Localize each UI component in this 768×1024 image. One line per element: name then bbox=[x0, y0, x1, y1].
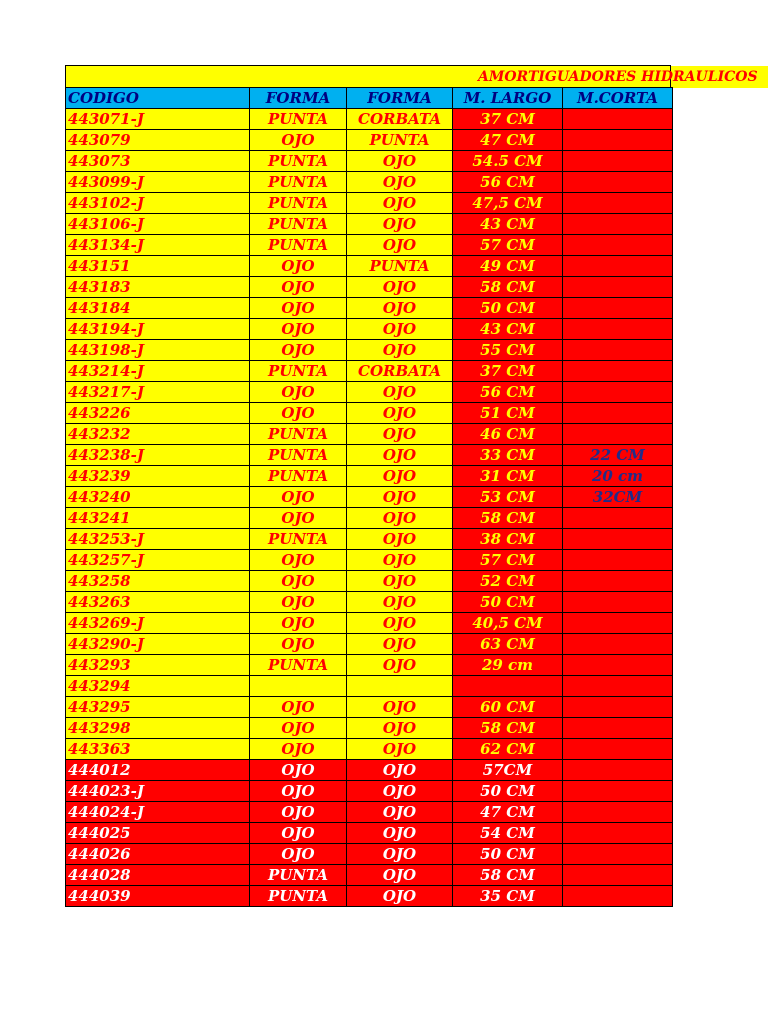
cell-codigo[interactable]: 443194-J bbox=[66, 319, 250, 340]
cell-forma-2[interactable]: OJO bbox=[347, 886, 453, 907]
cell-m-largo[interactable]: 47,5 CM bbox=[453, 193, 563, 214]
header-codigo[interactable]: CODIGO bbox=[66, 88, 250, 109]
table-row bbox=[66, 403, 673, 424]
cell-m-largo[interactable]: 55 CM bbox=[453, 340, 563, 361]
table-row bbox=[66, 613, 673, 634]
cell-codigo[interactable]: 443295 bbox=[66, 697, 250, 718]
cell-forma-1[interactable]: PUNTA bbox=[250, 193, 347, 214]
table-row bbox=[66, 676, 673, 697]
cell-forma-1[interactable]: OJO bbox=[250, 130, 347, 151]
cell-codigo[interactable]: 443183 bbox=[66, 277, 250, 298]
cell-codigo[interactable]: 443290-J bbox=[66, 634, 250, 655]
table-row bbox=[66, 550, 673, 571]
cell-codigo[interactable]: 443102-J bbox=[66, 193, 250, 214]
cell-m-corta[interactable] bbox=[563, 529, 673, 550]
cell-forma-2[interactable]: OJO bbox=[347, 403, 453, 424]
table-row bbox=[66, 739, 673, 760]
cell-forma-1[interactable]: PUNTA bbox=[250, 151, 347, 172]
table-row bbox=[66, 256, 673, 277]
cell-m-corta[interactable] bbox=[563, 151, 673, 172]
cell-m-largo[interactable]: 46 CM bbox=[453, 424, 563, 445]
table-row bbox=[66, 823, 673, 844]
table-row bbox=[66, 466, 673, 487]
cell-codigo[interactable]: 444023-J bbox=[66, 781, 250, 802]
cell-m-largo[interactable]: 54.5 CM bbox=[453, 151, 563, 172]
cell-m-corta[interactable] bbox=[563, 823, 673, 844]
cell-forma-1[interactable]: OJO bbox=[250, 340, 347, 361]
cell-forma-1[interactable]: PUNTA bbox=[250, 886, 347, 907]
cell-m-corta[interactable] bbox=[563, 109, 673, 130]
cell-m-largo[interactable]: 38 CM bbox=[453, 529, 563, 550]
table-row bbox=[66, 781, 673, 802]
cell-forma-2[interactable]: OJO bbox=[347, 613, 453, 634]
cell-forma-1[interactable]: OJO bbox=[250, 697, 347, 718]
table-row bbox=[66, 445, 673, 466]
cell-m-corta[interactable]: 20 cm bbox=[563, 466, 673, 487]
cell-m-corta[interactable] bbox=[563, 865, 673, 886]
table-row bbox=[66, 298, 673, 319]
cell-m-corta[interactable] bbox=[563, 130, 673, 151]
cell-forma-1[interactable]: OJO bbox=[250, 487, 347, 508]
cell-forma-2[interactable]: OJO bbox=[347, 151, 453, 172]
cell-forma-2[interactable]: OJO bbox=[347, 193, 453, 214]
cell-m-corta[interactable] bbox=[563, 844, 673, 865]
cell-m-corta[interactable] bbox=[563, 739, 673, 760]
table-row bbox=[66, 802, 673, 823]
table-row bbox=[66, 172, 673, 193]
cell-forma-1[interactable]: OJO bbox=[250, 403, 347, 424]
cell-m-largo[interactable]: 54 CM bbox=[453, 823, 563, 844]
cell-codigo[interactable]: 443257-J bbox=[66, 550, 250, 571]
cell-codigo[interactable]: 443263 bbox=[66, 592, 250, 613]
table-row bbox=[66, 697, 673, 718]
cell-m-corta[interactable] bbox=[563, 193, 673, 214]
cell-m-largo[interactable]: 35 CM bbox=[453, 886, 563, 907]
cell-codigo[interactable]: 443293 bbox=[66, 655, 250, 676]
cell-forma-1[interactable]: OJO bbox=[250, 508, 347, 529]
table-row bbox=[66, 340, 673, 361]
table-row bbox=[66, 130, 673, 151]
cell-forma-1[interactable]: OJO bbox=[250, 634, 347, 655]
cell-codigo[interactable]: 443099-J bbox=[66, 172, 250, 193]
cell-forma-1[interactable]: OJO bbox=[250, 760, 347, 781]
cell-forma-1[interactable]: OJO bbox=[250, 382, 347, 403]
table-row bbox=[66, 109, 673, 130]
cell-m-largo[interactable]: 50 CM bbox=[453, 781, 563, 802]
cell-forma-2[interactable]: OJO bbox=[347, 445, 453, 466]
table-row bbox=[66, 718, 673, 739]
cell-forma-2[interactable]: OJO bbox=[347, 172, 453, 193]
cell-codigo[interactable]: 443198-J bbox=[66, 340, 250, 361]
cell-m-largo[interactable]: 47 CM bbox=[453, 802, 563, 823]
table-row bbox=[66, 529, 673, 550]
cell-m-corta[interactable] bbox=[563, 214, 673, 235]
cell-forma-2[interactable]: OJO bbox=[347, 865, 453, 886]
cell-m-corta[interactable] bbox=[563, 298, 673, 319]
table-row bbox=[66, 424, 673, 445]
cell-forma-2[interactable] bbox=[347, 676, 453, 697]
cell-codigo[interactable]: 444028 bbox=[66, 865, 250, 886]
cell-m-corta[interactable] bbox=[563, 760, 673, 781]
cell-forma-2[interactable]: OJO bbox=[347, 697, 453, 718]
cell-m-largo[interactable]: 58 CM bbox=[453, 277, 563, 298]
cell-codigo[interactable]: 443298 bbox=[66, 718, 250, 739]
cell-forma-1[interactable]: PUNTA bbox=[250, 424, 347, 445]
cell-forma-2[interactable]: OJO bbox=[347, 592, 453, 613]
cell-forma-1[interactable]: PUNTA bbox=[250, 529, 347, 550]
table-row bbox=[66, 844, 673, 865]
cell-m-largo[interactable]: 63 CM bbox=[453, 634, 563, 655]
table-row bbox=[66, 382, 673, 403]
cell-codigo[interactable]: 443363 bbox=[66, 739, 250, 760]
cell-codigo[interactable]: 443071-J bbox=[66, 109, 250, 130]
cell-codigo[interactable]: 443258 bbox=[66, 571, 250, 592]
cell-forma-2[interactable]: OJO bbox=[347, 508, 453, 529]
header-forma-2[interactable]: FORMA bbox=[347, 88, 453, 109]
cell-forma-2[interactable]: OJO bbox=[347, 550, 453, 571]
table-body bbox=[66, 109, 673, 907]
table-row bbox=[66, 235, 673, 256]
cell-m-corta[interactable] bbox=[563, 886, 673, 907]
cell-m-largo[interactable]: 29 cm bbox=[453, 655, 563, 676]
cell-m-largo[interactable]: 47 CM bbox=[453, 130, 563, 151]
table-row bbox=[66, 592, 673, 613]
cell-m-corta[interactable] bbox=[563, 655, 673, 676]
cell-forma-1[interactable]: OJO bbox=[250, 802, 347, 823]
cell-forma-2[interactable]: OJO bbox=[347, 760, 453, 781]
cell-codigo[interactable]: 443134-J bbox=[66, 235, 250, 256]
cell-m-largo[interactable]: 53 CM bbox=[453, 487, 563, 508]
cell-m-corta[interactable]: 22 CM bbox=[563, 445, 673, 466]
cell-forma-1[interactable]: OJO bbox=[250, 823, 347, 844]
cell-forma-1[interactable]: OJO bbox=[250, 298, 347, 319]
cell-forma-1[interactable]: PUNTA bbox=[250, 361, 347, 382]
cell-codigo[interactable]: 443151 bbox=[66, 256, 250, 277]
cell-m-largo[interactable]: 33 CM bbox=[453, 445, 563, 466]
cell-forma-2[interactable]: PUNTA bbox=[347, 130, 453, 151]
cell-m-corta[interactable] bbox=[563, 403, 673, 424]
cell-m-corta[interactable] bbox=[563, 256, 673, 277]
cell-m-largo[interactable]: 37 CM bbox=[453, 109, 563, 130]
cell-forma-2[interactable]: OJO bbox=[347, 844, 453, 865]
cell-codigo[interactable]: 444039 bbox=[66, 886, 250, 907]
table-row bbox=[66, 319, 673, 340]
cell-m-largo[interactable]: 49 CM bbox=[453, 256, 563, 277]
cell-m-largo[interactable]: 50 CM bbox=[453, 592, 563, 613]
cell-m-largo[interactable]: 51 CM bbox=[453, 403, 563, 424]
header-row bbox=[66, 88, 673, 109]
header-m-corta[interactable]: M.CORTA bbox=[563, 88, 673, 109]
cell-codigo[interactable]: 443073 bbox=[66, 151, 250, 172]
cell-forma-2[interactable]: OJO bbox=[347, 340, 453, 361]
cell-m-largo[interactable]: 43 CM bbox=[453, 214, 563, 235]
cell-codigo[interactable]: 443240 bbox=[66, 487, 250, 508]
cell-forma-2[interactable]: OJO bbox=[347, 634, 453, 655]
cell-m-largo[interactable] bbox=[453, 676, 563, 697]
cell-m-largo[interactable]: 43 CM bbox=[453, 319, 563, 340]
sheet-title: AMORTIGUADORES HIDRAULICOS bbox=[478, 69, 758, 85]
cell-m-corta[interactable] bbox=[563, 340, 673, 361]
cell-forma-2[interactable]: OJO bbox=[347, 277, 453, 298]
cell-forma-1[interactable]: OJO bbox=[250, 844, 347, 865]
cell-forma-2[interactable]: OJO bbox=[347, 529, 453, 550]
cell-forma-1[interactable]: PUNTA bbox=[250, 865, 347, 886]
cell-codigo[interactable]: 443106-J bbox=[66, 214, 250, 235]
cell-m-corta[interactable] bbox=[563, 277, 673, 298]
cell-m-corta[interactable]: 32CM bbox=[563, 487, 673, 508]
table-row bbox=[66, 886, 673, 907]
cell-m-corta[interactable] bbox=[563, 235, 673, 256]
cell-forma-1[interactable]: PUNTA bbox=[250, 235, 347, 256]
cell-codigo[interactable]: 443214-J bbox=[66, 361, 250, 382]
cell-forma-2[interactable]: PUNTA bbox=[347, 256, 453, 277]
cell-m-largo[interactable]: 62 CM bbox=[453, 739, 563, 760]
cell-m-corta[interactable] bbox=[563, 781, 673, 802]
table-row bbox=[66, 193, 673, 214]
cell-forma-2[interactable]: OJO bbox=[347, 319, 453, 340]
table-row bbox=[66, 508, 673, 529]
cell-forma-2[interactable]: OJO bbox=[347, 823, 453, 844]
cell-forma-1[interactable]: PUNTA bbox=[250, 214, 347, 235]
cell-forma-1[interactable]: OJO bbox=[250, 613, 347, 634]
cell-m-corta[interactable] bbox=[563, 382, 673, 403]
cell-m-largo[interactable]: 50 CM bbox=[453, 844, 563, 865]
cell-codigo[interactable]: 443241 bbox=[66, 508, 250, 529]
cell-codigo[interactable]: 443226 bbox=[66, 403, 250, 424]
cell-forma-1[interactable]: OJO bbox=[250, 256, 347, 277]
cell-codigo[interactable]: 443239 bbox=[66, 466, 250, 487]
cell-forma-2[interactable]: OJO bbox=[347, 781, 453, 802]
cell-m-corta[interactable] bbox=[563, 424, 673, 445]
cell-m-largo[interactable]: 57 CM bbox=[453, 550, 563, 571]
table-row bbox=[66, 277, 673, 298]
cell-forma-2[interactable]: OJO bbox=[347, 487, 453, 508]
cell-codigo[interactable]: 444024-J bbox=[66, 802, 250, 823]
cell-m-largo[interactable]: 37 CM bbox=[453, 361, 563, 382]
table-row bbox=[66, 487, 673, 508]
cell-m-largo[interactable]: 57CM bbox=[453, 760, 563, 781]
table-row bbox=[66, 571, 673, 592]
cell-forma-2[interactable]: OJO bbox=[347, 466, 453, 487]
cell-m-corta[interactable] bbox=[563, 592, 673, 613]
cell-m-corta[interactable] bbox=[563, 634, 673, 655]
cell-m-corta[interactable] bbox=[563, 718, 673, 739]
cell-m-largo[interactable]: 60 CM bbox=[453, 697, 563, 718]
cell-forma-1[interactable]: OJO bbox=[250, 277, 347, 298]
cell-forma-2[interactable]: OJO bbox=[347, 298, 453, 319]
cell-codigo[interactable]: 443079 bbox=[66, 130, 250, 151]
cell-codigo[interactable]: 443238-J bbox=[66, 445, 250, 466]
cell-forma-2[interactable]: OJO bbox=[347, 655, 453, 676]
cell-forma-1[interactable]: OJO bbox=[250, 781, 347, 802]
header-m-largo[interactable]: M. LARGO bbox=[453, 88, 563, 109]
cell-m-largo[interactable]: 40,5 CM bbox=[453, 613, 563, 634]
cell-m-largo[interactable]: 50 CM bbox=[453, 298, 563, 319]
cell-forma-1[interactable]: PUNTA bbox=[250, 466, 347, 487]
cell-m-largo[interactable]: 56 CM bbox=[453, 172, 563, 193]
cell-m-largo[interactable]: 57 CM bbox=[453, 235, 563, 256]
cell-forma-2[interactable]: OJO bbox=[347, 802, 453, 823]
table-row bbox=[66, 655, 673, 676]
cell-m-corta[interactable] bbox=[563, 571, 673, 592]
cell-forma-1[interactable]: OJO bbox=[250, 739, 347, 760]
cell-forma-1[interactable] bbox=[250, 676, 347, 697]
cell-forma-1[interactable]: PUNTA bbox=[250, 655, 347, 676]
cell-forma-2[interactable]: OJO bbox=[347, 571, 453, 592]
cell-m-corta[interactable] bbox=[563, 361, 673, 382]
table-row bbox=[66, 151, 673, 172]
cell-forma-2[interactable]: CORBATA bbox=[347, 361, 453, 382]
cell-forma-2[interactable]: OJO bbox=[347, 382, 453, 403]
table-row bbox=[66, 634, 673, 655]
cell-m-corta[interactable] bbox=[563, 697, 673, 718]
table-row bbox=[66, 865, 673, 886]
cell-forma-1[interactable]: PUNTA bbox=[250, 172, 347, 193]
cell-forma-1[interactable]: OJO bbox=[250, 718, 347, 739]
cell-codigo[interactable]: 443232 bbox=[66, 424, 250, 445]
cell-forma-1[interactable]: OJO bbox=[250, 319, 347, 340]
cell-forma-1[interactable]: PUNTA bbox=[250, 109, 347, 130]
cell-m-corta[interactable] bbox=[563, 172, 673, 193]
cell-m-corta[interactable] bbox=[563, 550, 673, 571]
cell-m-corta[interactable] bbox=[563, 508, 673, 529]
cell-codigo[interactable]: 443253-J bbox=[66, 529, 250, 550]
cell-forma-2[interactable]: OJO bbox=[347, 214, 453, 235]
cell-forma-1[interactable]: OJO bbox=[250, 571, 347, 592]
cell-codigo[interactable]: 444012 bbox=[66, 760, 250, 781]
header-forma-1[interactable]: FORMA bbox=[250, 88, 347, 109]
cell-m-largo[interactable]: 58 CM bbox=[453, 718, 563, 739]
cell-codigo[interactable]: 443217-J bbox=[66, 382, 250, 403]
cell-forma-2[interactable]: OJO bbox=[347, 424, 453, 445]
cell-m-corta[interactable] bbox=[563, 613, 673, 634]
cell-forma-2[interactable]: OJO bbox=[347, 739, 453, 760]
cell-m-corta[interactable] bbox=[563, 676, 673, 697]
cell-m-largo[interactable]: 58 CM bbox=[453, 508, 563, 529]
spreadsheet-table bbox=[65, 87, 673, 907]
cell-m-largo[interactable]: 58 CM bbox=[453, 865, 563, 886]
cell-codigo[interactable]: 443184 bbox=[66, 298, 250, 319]
cell-m-largo[interactable]: 52 CM bbox=[453, 571, 563, 592]
cell-codigo[interactable]: 444026 bbox=[66, 844, 250, 865]
cell-m-largo[interactable]: 56 CM bbox=[453, 382, 563, 403]
cell-m-corta[interactable] bbox=[563, 319, 673, 340]
cell-codigo[interactable]: 444025 bbox=[66, 823, 250, 844]
cell-m-largo[interactable]: 31 CM bbox=[453, 466, 563, 487]
cell-codigo[interactable]: 443294 bbox=[66, 676, 250, 697]
cell-forma-2[interactable]: OJO bbox=[347, 235, 453, 256]
cell-forma-2[interactable]: CORBATA bbox=[347, 109, 453, 130]
table-row bbox=[66, 214, 673, 235]
cell-forma-1[interactable]: OJO bbox=[250, 550, 347, 571]
cell-forma-1[interactable]: PUNTA bbox=[250, 445, 347, 466]
cell-forma-2[interactable]: OJO bbox=[347, 718, 453, 739]
cell-m-corta[interactable] bbox=[563, 802, 673, 823]
table-row bbox=[66, 361, 673, 382]
table-row bbox=[66, 760, 673, 781]
cell-forma-1[interactable]: OJO bbox=[250, 592, 347, 613]
cell-codigo[interactable]: 443269-J bbox=[66, 613, 250, 634]
